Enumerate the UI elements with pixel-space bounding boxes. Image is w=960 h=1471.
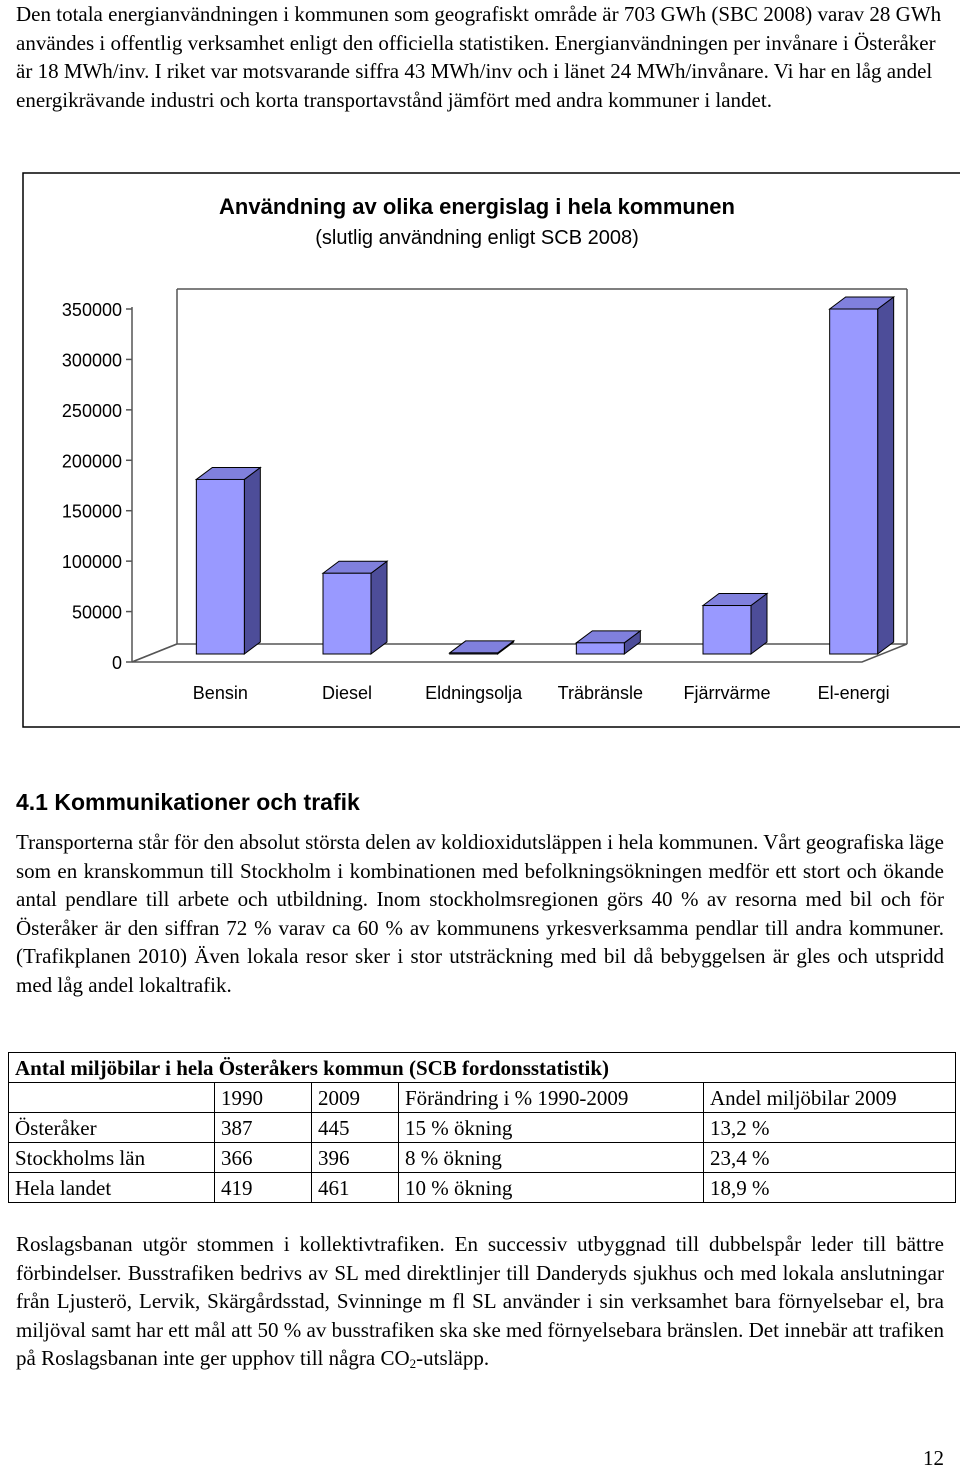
chart-subtitle: (slutlig användning enligt SCB 2008): [315, 227, 639, 249]
y-tick-label: 200000: [61, 451, 122, 472]
table-row: [9, 1173, 956, 1203]
table-cell: 445: [312, 1113, 399, 1143]
energy-chart-svg: [22, 172, 960, 728]
bar-el-energi: [830, 297, 894, 654]
bar-side: [371, 561, 387, 654]
table-cell: 461: [312, 1173, 399, 1203]
table-header-cell: 2009: [312, 1083, 399, 1113]
x-tick-label: Eldningsolja: [425, 683, 523, 703]
table-header-cell: 1990: [215, 1083, 312, 1113]
y-tick-label: 0: [111, 653, 122, 673]
bar-diesel: [323, 561, 387, 654]
y-tick-label: 100000: [61, 552, 122, 573]
table-cell: 396: [312, 1143, 399, 1173]
closing-text-end: -utsläpp.: [416, 1346, 490, 1371]
table-header-row: [9, 1083, 956, 1113]
table-cell: 13,2 %: [704, 1113, 956, 1143]
bar-front: [196, 479, 244, 654]
table-cell: 15 % ökning: [399, 1113, 704, 1143]
bar-side: [244, 467, 260, 654]
x-tick-label: El-energi: [817, 683, 890, 703]
x-tick-label: Bensin: [192, 683, 248, 703]
x-tick-label: Diesel: [321, 683, 373, 703]
energy-chart: [22, 172, 960, 728]
table-row: [9, 1143, 956, 1173]
table-cell: Hela landet: [9, 1173, 215, 1203]
table-cell: 366: [215, 1143, 312, 1173]
table-header-cell: Andel miljöbilar 2009: [704, 1083, 956, 1113]
closing-paragraph: [16, 1230, 944, 1379]
table-cell: 419: [215, 1173, 312, 1203]
bar-front: [576, 643, 624, 654]
table-cell: Österåker: [9, 1113, 215, 1143]
closing-text: Roslagsbanan utgör stommen i kollektivtrafiken. En successiv utbyggnad till dubbelspår leder till bättre förbindelser. Busstrafiken bedrivs av SL med direktlinjer till Danderyds sjukhus och med lokala anslutningar från Ljusterö, Lervik, Skärgårdsstad, Svinninge m fl SL använder i sin verksamhet bara förnyelsebar el, bra miljöval samt har ett mål att 50 % av busstrafiken ska ske med förnyelsebara bränslen. Det innebär att trafiken på Roslagsbanan inte ger upphov till några CO: [16, 1232, 944, 1371]
bar-bensin: [196, 467, 260, 654]
section-heading: 4.1 Kommunikationer och trafik: [16, 789, 360, 815]
table-header-cell: Förändring i % 1990-2009: [399, 1083, 704, 1113]
x-tick-label: Fjärrvärme: [683, 683, 771, 703]
y-tick-label: 300000: [61, 350, 122, 371]
y-tick-label: 150000: [61, 501, 122, 522]
y-tick-label: 350000: [61, 300, 122, 320]
table-caption: Antal miljöbilar i hela Österåkers kommun (SCB fordonsstatistik): [9, 1053, 956, 1083]
bar-side: [878, 297, 894, 654]
co2-subscript: 2: [409, 1356, 417, 1372]
y-tick-label: 250000: [61, 400, 122, 421]
page-number: 12: [923, 1446, 944, 1470]
table-cell: 23,4 %: [704, 1143, 956, 1173]
bar-front: [323, 573, 371, 654]
bar-front: [450, 653, 498, 654]
intro-paragraph: Den totala energianvändningen i kommunen som geografiskt område är 703 GWh (SBC 2008) varav 28 GWh användes i offentlig verksamhet enligt den officiella statistiken. Energianvändningen per invånare i Österåker är 18 MWh/inv. I riket var motsvarande siffra 43 MWh/inv och i länet 24 MWh/invånare. Vi har en låg andel energikrävande industri och korta transportavstånd jämfört med andra kommuner i landet.: [16, 2, 942, 112]
table-cell: 8 % ökning: [399, 1143, 704, 1173]
chart-title: Användning av olika energislag i hela kommunen: [219, 194, 735, 219]
bar-front: [830, 309, 878, 654]
traffic-paragraph: Transporterna står för den absolut största delen av koldioxidutsläppen i hela kommunen. Vårt geografiska läge som en kranskommun till Stockholm i kombinationen med befolkningsökningen medför ett stort och ökande antal pendlare till arbete och utbildning. Inom stockholmsregionen görs 40 % av resorna med bil och för Österåker är den siffran 72 % varav ca 60 % av kommunens yrkesverksamma pendlar till andra kommuner. (Trafikplanen 2010) Även lokala resor sker i stor utsträckning med bil då bebyggelsen är gles och utspridd med låg andel lokaltrafik.: [16, 830, 944, 997]
y-tick-label: 50000: [71, 602, 122, 623]
table-cell: 18,9 %: [704, 1173, 956, 1203]
table-row: [9, 1113, 956, 1143]
table-cell: 387: [215, 1113, 312, 1143]
bar-front: [703, 606, 751, 654]
eco-cars-table: [8, 1052, 956, 1203]
table-header-cell: [9, 1083, 215, 1113]
x-tick-label: Träbränsle: [557, 683, 644, 703]
table-cell: Stockholms län: [9, 1143, 215, 1173]
table-cell: 10 % ökning: [399, 1173, 704, 1203]
bar-fjärrvärme: [703, 594, 767, 654]
